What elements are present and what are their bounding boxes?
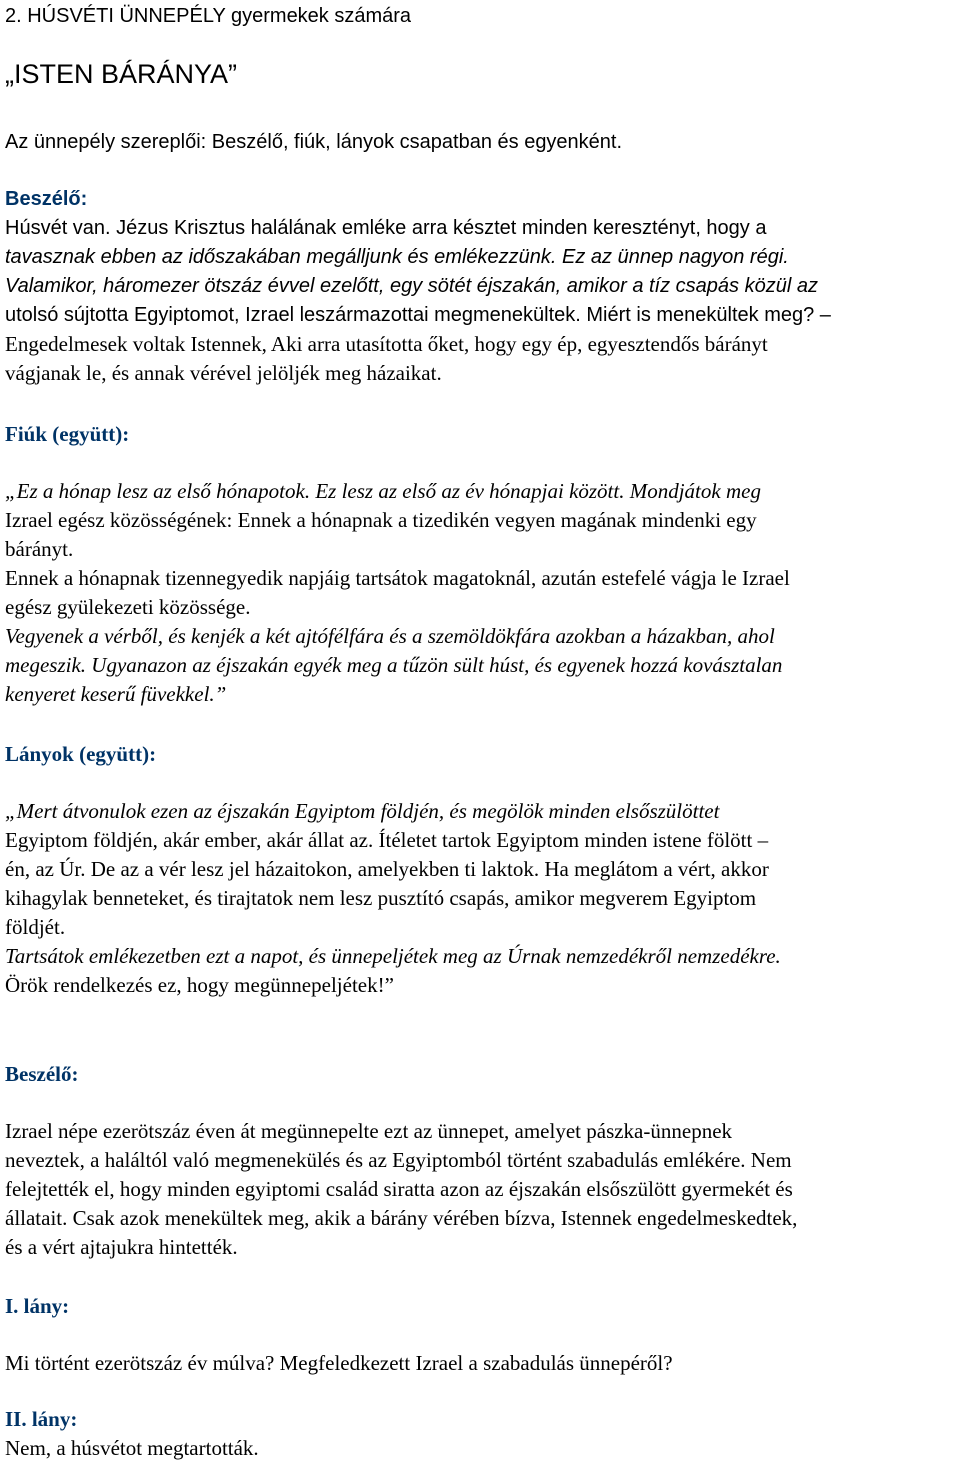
girl1-speaker-label: I. lány: [5, 1294, 70, 1318]
boys-line-2: Izrael egész közösségének: Ennek a hónapnak a tizedikén vegyen magának mindenki egy [5, 508, 757, 532]
girls-line-6: Tartsátok emlékezetben ezt a napot, és ünnepeljétek meg az Úrnak nemzedékről nemzedékre. [5, 944, 781, 968]
narrator2-line-3: felejtették el, hogy minden egyiptomi család siratta azon az éjszakán elsőszülött gyermekét és [5, 1177, 793, 1201]
boys-section [5, 477, 957, 709]
narrator2-line-2: neveztek, a haláltól való megmenekülés és az Egyiptomból történt szabadulás emlékére. Nem [5, 1148, 792, 1172]
intro-section [5, 185, 957, 388]
document-header: 2. HÚSVÉTI ÜNNEPÉLY gyermekek számára [5, 5, 412, 27]
girl1-line: Mi történt ezerötszáz év múlva? Megfeledkezett Izrael a szabadulás ünnepéről? [5, 1351, 673, 1375]
boys-line-8: kenyeret keserű füvekkel.” [5, 682, 227, 706]
intro-line-1: Húsvét van. Jézus Krisztus halálának emléke arra késztet minden keresztényt, hogy a [5, 217, 767, 239]
boys-line-4: Ennek a hónapnak tizennegyedik napjáig tartsátok magatoknál, azután estefelé vágja le Izrael [5, 566, 790, 590]
boys-line-6: Vegyenek a vérből, és kenjék a két ajtófélfára és a szemöldökfára azokban a házakban, ahol [5, 624, 775, 648]
boys-speaker-label: Fiúk (együtt): [5, 422, 130, 446]
girls-line-7: Örök rendelkezés ez, hogy megünnepeljétek!” [5, 973, 394, 997]
girls-line-3: én, az Úr. De az a vér lesz jel házaitokon, amelyekben ti laktok. Ha meglátom a vért, akkor [5, 857, 769, 881]
intro-line-4: utolsó sújtotta Egyiptomot, Izrael leszármazottai megmenekültek. Miért is menekültek meg? – [5, 304, 831, 326]
intro-line-3: Valamikor, háromezer ötszáz évvel ezelőtt, egy sötét éjszakán, amikor a tíz csapás közül az [5, 275, 818, 297]
document-title: „ISTEN BÁRÁNYA” [5, 59, 238, 89]
intro-line-6: vágjanak le, és annak vérével jelöljék meg házaikat. [5, 361, 442, 385]
girls-section [5, 797, 957, 1000]
girls-line-2: Egyiptom földjén, akár ember, akár állat az. Ítéletet tartok Egyiptom minden istene fölött – [5, 828, 769, 852]
girl2-speaker-label: II. lány: [5, 1407, 78, 1431]
speaker-label: Beszélő: [5, 188, 88, 210]
intro-line-2: tavasznak ebben az időszakában megálljunk és emlékezzünk. Ez az ünnep nagyon régi. [5, 246, 789, 268]
narrator2-line-4: állatait. Csak azok menekültek meg, akik a bárány vérében bízva, Istennek engedelmeskedtek, [5, 1206, 798, 1230]
cast-list: Az ünnepély szereplői: Beszélő, fiúk, lányok csapatban és egyenként. [5, 131, 623, 153]
intro-line-5: Engedelmesek voltak Istennek, Aki arra utasította őket, hogy egy ép, egyesztendős bárányt [5, 332, 768, 356]
girl2-line: Nem, a húsvétot megtartották. [5, 1436, 259, 1460]
boys-line-5: egész gyülekezeti közössége. [5, 595, 251, 619]
narrator2-line-5: és a vért ajtajukra hintették. [5, 1235, 238, 1259]
boys-line-3: bárányt. [5, 537, 74, 561]
girls-line-5: földjét. [5, 915, 66, 939]
narrator2-section [5, 1117, 957, 1262]
narrator2-speaker-label: Beszélő: [5, 1062, 79, 1086]
girls-line-1: „Mert átvonulok ezen az éjszakán Egyiptom földjén, és megölök minden elsőszülöttet [5, 799, 720, 823]
boys-line-7: megeszik. Ugyanazon az éjszakán egyék meg a tűzön sült húst, és egyenek hozzá kovásztalan [5, 653, 783, 677]
girls-speaker-label: Lányok (együtt): [5, 742, 157, 766]
boys-line-1: „Ez a hónap lesz az első hónapotok. Ez lesz az első az év hónapjai között. Mondjátok meg [5, 479, 761, 503]
girls-line-4: kihagylak benneteket, és tirajtatok nem lesz pusztító csapás, amikor megverem Egyiptom [5, 886, 757, 910]
narrator2-line-1: Izrael népe ezerötszáz éven át megünnepelte ezt az ünnepet, amelyet pászka-ünnepnek [5, 1119, 733, 1143]
